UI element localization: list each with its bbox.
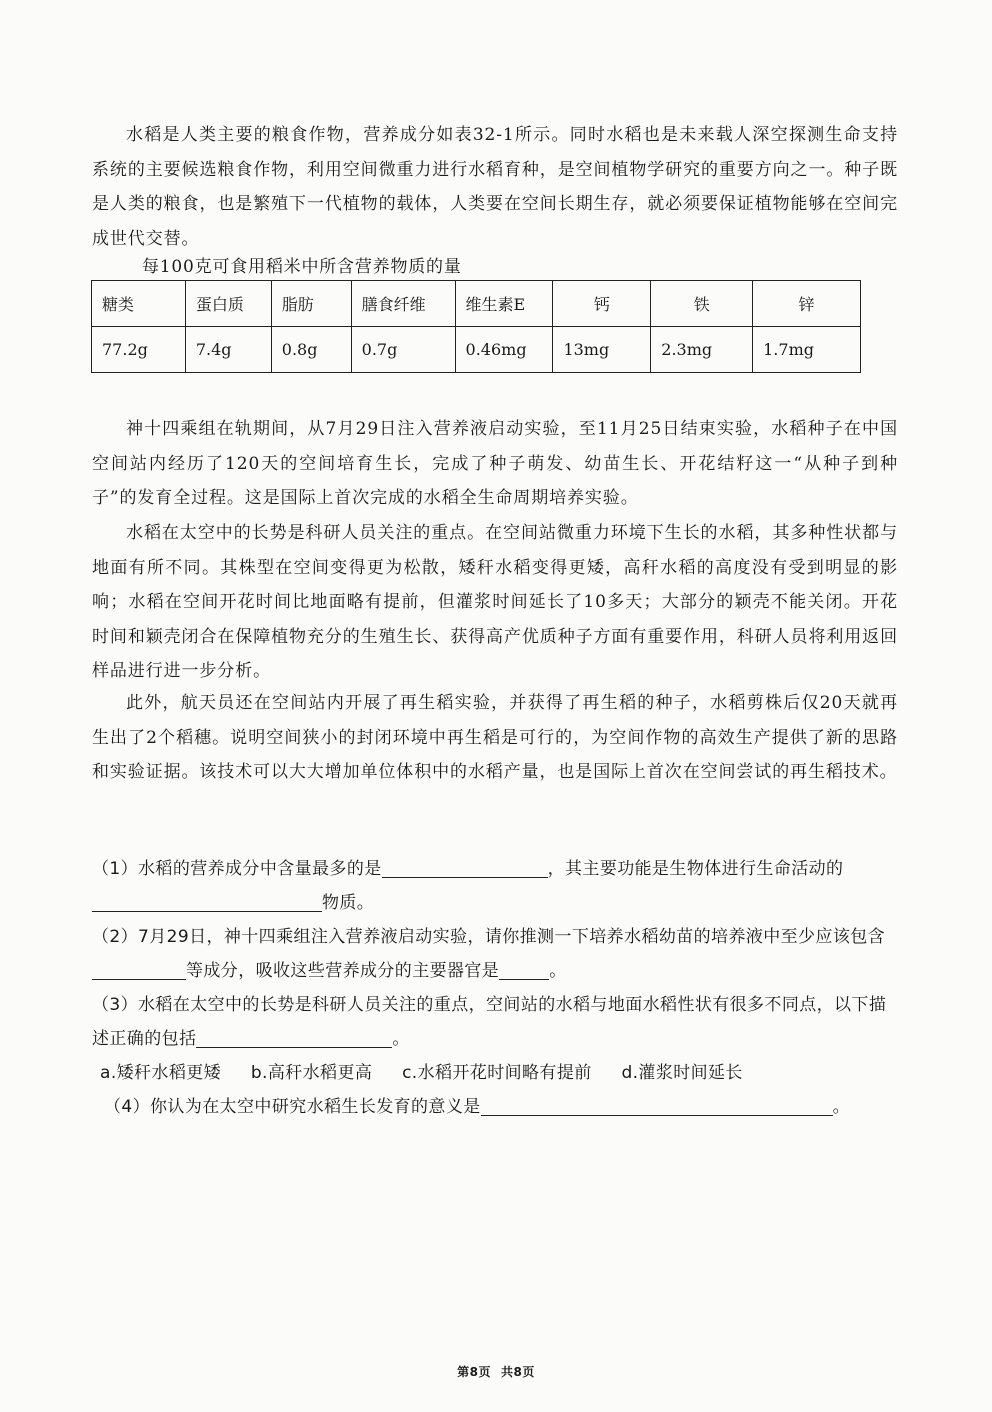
table-value-cell: 0.8g: [271, 327, 351, 373]
question-2-text-b: 等成分，吸收这些营养成分的主要器官是: [186, 961, 500, 981]
table-header-cell: 铁: [651, 281, 753, 327]
table-header-cell: 锌: [753, 281, 861, 327]
question-3-options: [100, 1056, 906, 1090]
question-2-text-c: 。: [549, 961, 567, 981]
answer-blank-2b[interactable]: [499, 958, 549, 980]
table-value-cell: 13mg: [553, 327, 651, 373]
nutrient-table: [91, 280, 861, 373]
table-value-cell: 0.7g: [351, 327, 455, 373]
table-header-cell: 膳食纤维: [351, 281, 455, 327]
option-a: a.矮秆水稻更矮: [100, 1063, 222, 1083]
page-footer: [0, 1363, 992, 1380]
question-1-text-c: 物质。: [322, 893, 375, 913]
answer-blank-3[interactable]: [196, 1026, 392, 1048]
table-value-cell: 1.7mg: [753, 327, 861, 373]
passage-paragraph-1: 水稻是人类主要的粮食作物，营养成分如表32-1所示。同时水稻也是未来载人深空探测生命支持系统的主要候选粮食作物，利用空间微重力进行水稻育种，是空间植物学研究的重要方向之一。种子既是人类的粮食，也是繁殖下一代植物的载体，人类要在空间长期生存，就必须要保证植物能够在空间完成世代交替。: [92, 125, 898, 249]
question-4: [104, 1090, 910, 1124]
option-b: b.高秆水稻更高: [250, 1063, 373, 1083]
table-value-cell: 2.3mg: [651, 327, 753, 373]
table-value-cell: 77.2g: [92, 327, 186, 373]
table-header-cell: 维生素E: [455, 281, 553, 327]
table-header-cell: 钙: [553, 281, 651, 327]
passage-paragraph-2: 神十四乘组在轨期间，从7月29日注入营养液启动实验，至11月25日结束实验，水稻种子在中国空间站内经历了120天的空间培育生长，完成了种子萌发、幼苗生长、开花结籽这一“从种子到种子”的发育全过程。这是国际上首次完成的水稻全生命周期培养实验。: [92, 419, 898, 508]
question-2-text-a: （2）7月29日，神十四乘组注入营养液启动实验，请你推测一下培养水稻幼苗的培养液中至少应该包含: [92, 927, 886, 947]
question-1: [92, 852, 898, 920]
question-3-text-b: 。: [392, 1029, 410, 1049]
table-header-cell: 糖类: [92, 281, 186, 327]
passage-paragraph-4: 此外，航天员还在空间站内开展了再生稻实验，并获得了再生稻的种子，水稻剪株后仅20天就再生出了2个稻穗。说明空间狭小的封闭环境中再生稻是可行的，为空间作物的高效生产提供了新的思路和实验证据。该技术可以大大增加单位体积中的水稻产量，也是国际上首次在空间尝试的再生稻技术。: [92, 693, 898, 782]
question-1-text-b: ，其主要功能是生物体进行生命活动的: [547, 859, 844, 879]
table-value-row: [92, 327, 861, 373]
question-1-text-a: （1）水稻的营养成分中含量最多的是: [92, 859, 382, 879]
question-4-text-b: 。: [832, 1097, 851, 1117]
passage-paragraph-3: 水稻在太空中的长势是科研人员关注的重点。在空间站微重力环境下生长的水稻，其多种性状都与地面有所不同。其株型在空间变得更为松散，矮秆水稻变得更矮，高秆水稻的高度没有受到明显的影响；水稻在空间开花时间比地面略有提前，但灌浆时间延长了10多天；大部分的颖壳不能关闭。开花时间和颖壳闭合在保障植物充分的生殖生长、获得高产优质种子方面有重要作用，科研人员将利用返回样品进行进一步分析。: [92, 523, 898, 681]
table-value-cell: 0.46mg: [455, 327, 553, 373]
question-4-text-a: （4）你认为在太空中研究水稻生长发育的意义是: [104, 1097, 481, 1117]
page-number: 第8页: [457, 1365, 491, 1379]
table-value-cell: 7.4g: [185, 327, 271, 373]
answer-blank-1a[interactable]: [382, 856, 548, 878]
answer-blank-1b[interactable]: [92, 890, 322, 912]
table-header-cell: 蛋白质: [185, 281, 271, 327]
table-header-row: [92, 281, 861, 327]
option-d: d.灌浆时间延长: [621, 1063, 743, 1083]
answer-blank-4[interactable]: [481, 1094, 833, 1116]
table-caption: 每100克可食用稻米中所含营养物质的量: [142, 257, 462, 277]
page-total: 共8页: [501, 1365, 535, 1379]
option-c: c.水稻开花时间略有提前: [402, 1063, 592, 1083]
question-2: [92, 920, 898, 988]
question-3-text-a: （3）水稻在太空中的长势是科研人员关注的重点，空间站的水稻与地面水稻性状有很多不同点，以下描述正确的包括: [92, 995, 887, 1049]
table-header-cell: 脂肪: [271, 281, 351, 327]
answer-blank-2a[interactable]: [92, 958, 186, 980]
question-3: [92, 988, 898, 1056]
